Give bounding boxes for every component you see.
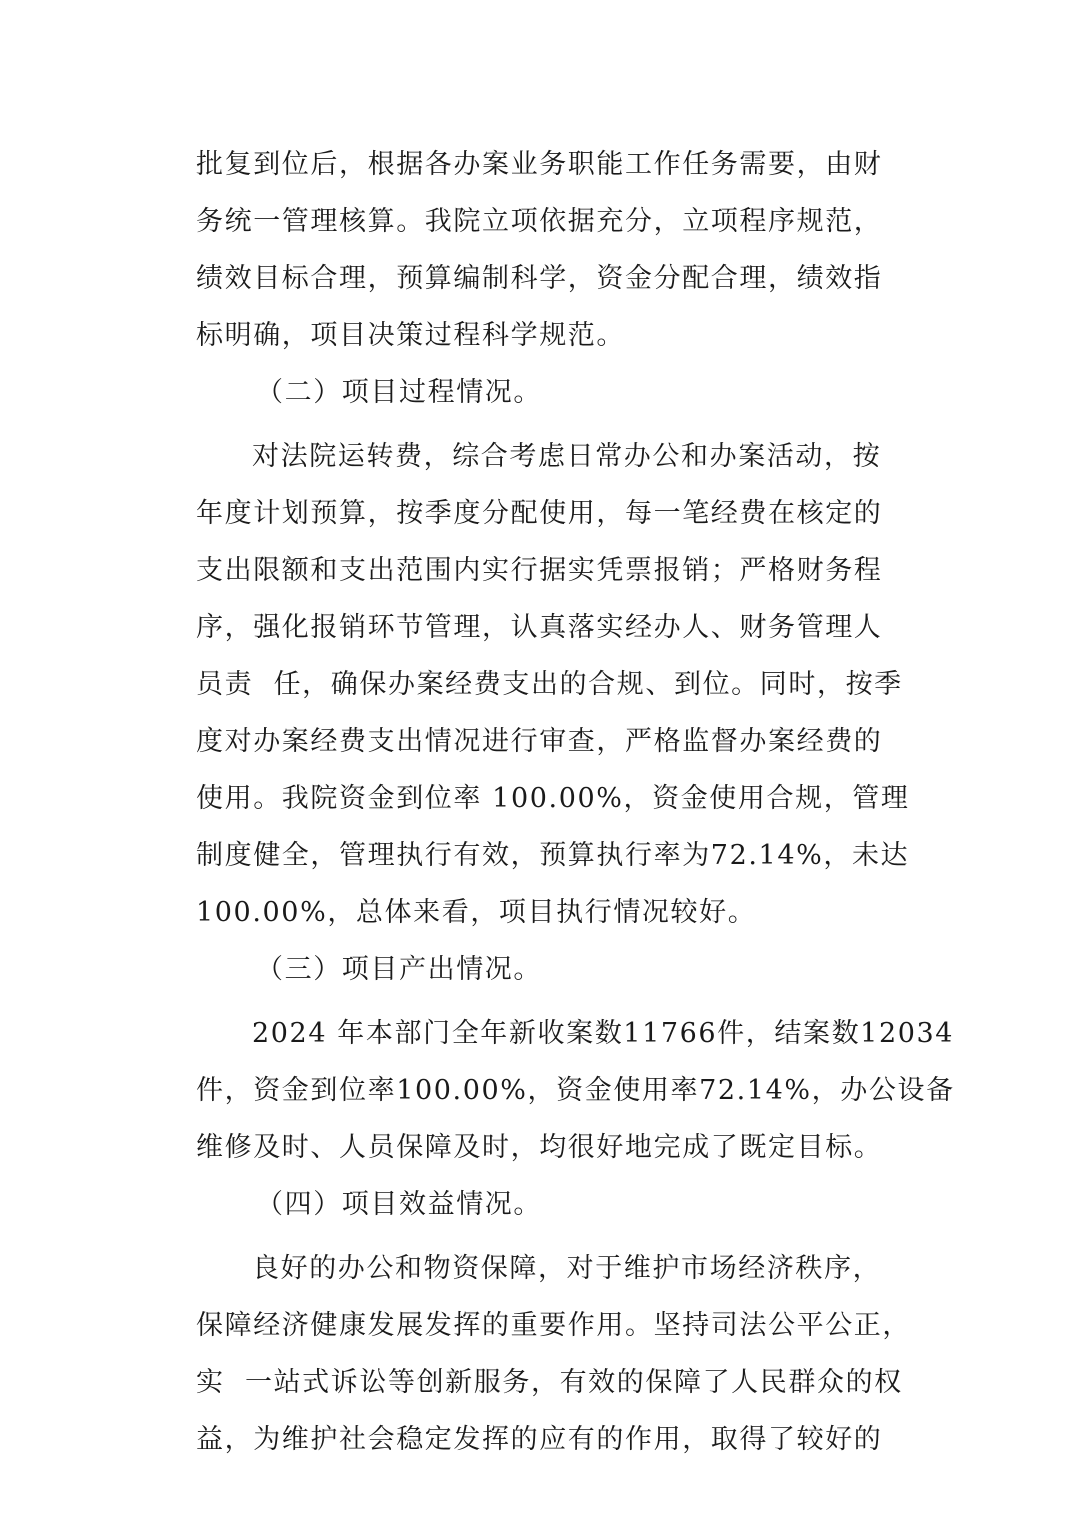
paragraph-line: 保障经济健康发展发挥的重要作用。坚持司法公平公正， [196,1310,911,1341]
section-heading-benefit: （四）项目效益情况。 [256,1189,542,1220]
paragraph-line: 绩效目标合理，预算编制科学，资金分配合理，绩效指 [196,263,883,294]
paragraph-line: 良好的办公和物资保障，对于维护市场经济秩序， [252,1253,882,1284]
paragraph-line: 序，强化报销环节管理，认真落实经办人、财务管理人 [196,612,883,643]
paragraph-line: 批复到位后，根据各办案业务职能工作任务需要，由财 [196,149,883,180]
paragraph-line: 标明确，项目决策过程科学规范。 [196,320,625,351]
paragraph-line: 2024 年本部门全年新收案数11766件，结案数12034 [252,1018,955,1049]
paragraph-line: 维修及时、人员保障及时，均很好地完成了既定目标。 [196,1132,883,1163]
paragraph-line: 益，为维护社会稳定发挥的应有的作用，取得了较好的 [196,1424,883,1455]
section-heading-output: （三）项目产出情况。 [256,954,542,985]
paragraph-line: 制度健全，管理执行有效，预算执行率为72.14%，未达 [196,840,910,871]
paragraph-line: 使用。我院资金到位率 100.00%，资金使用合规，管理 [196,783,910,814]
paragraph-line: 支出限额和支出范围内实行据实凭票报销；严格财务程 [196,555,883,586]
paragraph-line: 对法院运转费，综合考虑日常办公和办案活动，按 [252,441,882,472]
section-heading-process: （二）项目过程情况。 [256,377,542,408]
paragraph-line: 件，资金到位率100.00%，资金使用率72.14%，办公设备 [196,1075,955,1106]
paragraph-line: 度对办案经费支出情况进行审查，严格监督办案经费的 [196,726,883,757]
paragraph-line: 实 一站式诉讼等创新服务，有效的保障了人民群众的权 [196,1367,903,1398]
paragraph-line: 务统一管理核算。我院立项依据充分，立项程序规范， [196,206,883,237]
paragraph-line: 员责 任，确保办案经费支出的合规、到位。同时，按季 [196,669,903,700]
paragraph-line: 年度计划预算，按季度分配使用，每一笔经费在核定的 [196,498,883,529]
paragraph-line: 100.00%，总体来看，项目执行情况较好。 [196,897,757,928]
